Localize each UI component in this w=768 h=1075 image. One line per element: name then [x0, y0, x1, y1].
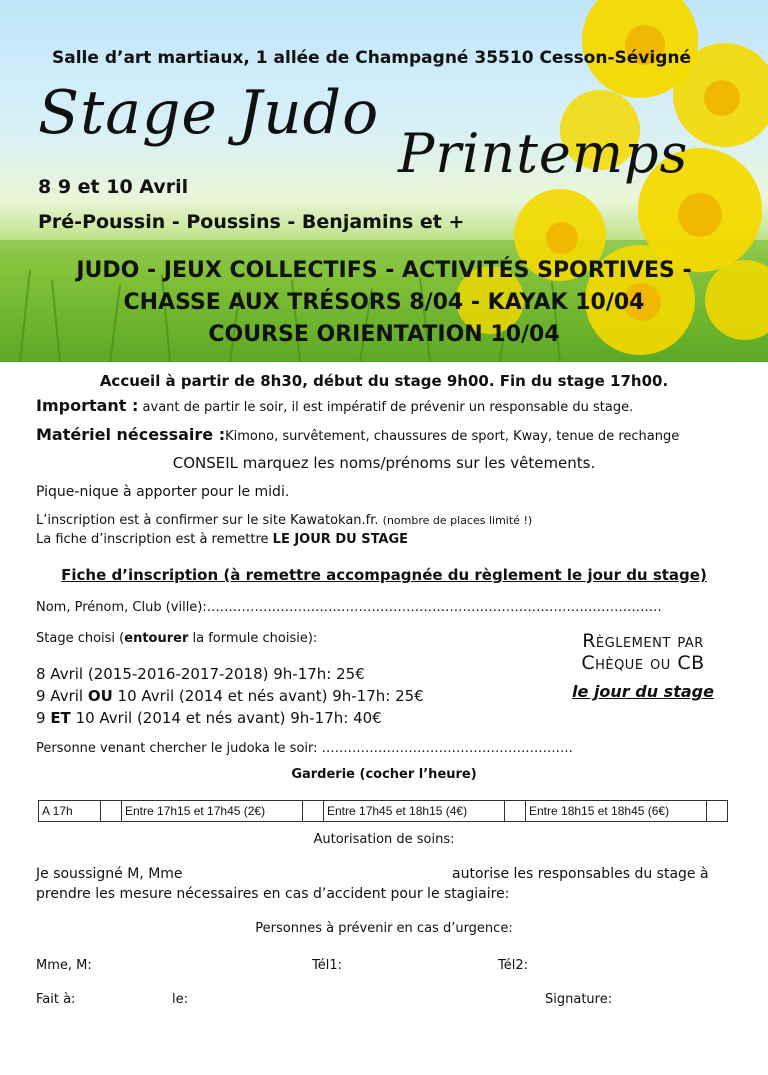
stage-suffix: la formule choisie): — [188, 631, 318, 646]
garderie-checkbox-4[interactable] — [707, 801, 728, 822]
name-field[interactable]: Nom, Prénom, Club (ville):…………………………………………………………………………………………… — [36, 600, 662, 615]
contact-name-field[interactable]: Mme, M: — [36, 958, 92, 973]
conseil-text: CONSEIL marquez les noms/prénoms sur les vêtements. — [172, 454, 596, 472]
option-1[interactable]: 8 Avril (2015-2016-2017-2018) 9h-17h: 25€ — [36, 665, 365, 683]
garderie-option-4: Entre 18h15 et 18h45 (6€) — [526, 801, 707, 822]
option-2[interactable] — [36, 687, 424, 705]
option-3-a: 9 — [36, 709, 51, 727]
fiche-text: La fiche d’inscription est à remettre — [36, 532, 273, 547]
form-heading: Fiche d’inscription (à remettre accompagnée du règlement le jour du stage) — [61, 566, 707, 584]
stage-dates: 8 9 et 10 Avril — [38, 176, 189, 198]
garderie-row — [39, 801, 728, 822]
activities-line-3: COURSE ORIENTATION 10/04 — [208, 322, 560, 347]
fait-a-field[interactable]: Fait à: — [36, 992, 76, 1007]
important-label: Important : — [36, 396, 139, 415]
option-3-b: 10 Avril (2014 et nés avant) 9h-17h: 40€ — [70, 709, 382, 727]
stage-prefix: Stage choisi ( — [36, 631, 125, 646]
title-printemps: Printemps — [398, 122, 689, 185]
garderie-checkbox-3[interactable] — [505, 801, 526, 822]
reglement-line-3: le jour du stage — [572, 682, 714, 701]
fiche-bold: LE JOUR DU STAGE — [272, 532, 409, 547]
stage-choice-label — [36, 631, 317, 646]
option-3-bold: ET — [50, 709, 71, 727]
soins-line-2: prendre les mesure nécessaires en cas d’accident pour le stagiaire: — [36, 886, 510, 902]
option-2-a: 9 Avril — [36, 687, 88, 705]
option-2-b: 10 Avril (2014 et nés avant) 9h-17h: 25€ — [112, 687, 424, 705]
contact-tel1-field[interactable]: Tél1: — [312, 958, 342, 973]
stage-bold: entourer — [124, 631, 189, 646]
soins-title: Autorisation de soins: — [313, 832, 455, 847]
garderie-option-1: A 17h — [39, 801, 101, 822]
fiche-line — [36, 531, 408, 547]
reglement-line-2: Chèque ou CB — [581, 652, 705, 674]
age-categories: Pré-Poussin - Poussins - Benjamins et + — [38, 211, 465, 233]
option-2-bold: OU — [87, 687, 113, 705]
reglement-block — [548, 630, 738, 701]
materiel-notice — [36, 425, 679, 444]
soins-line-1b: autorise les responsables du stage à — [452, 866, 709, 882]
materiel-text: Kimono, survêtement, chaussures de sport, Kway, tenue de rechange — [225, 429, 680, 444]
garderie-checkbox-1[interactable] — [101, 801, 122, 822]
important-notice — [36, 396, 633, 415]
schedule-text: Accueil à partir de 8h30, début du stage 9h00. Fin du stage 17h00. — [99, 372, 669, 390]
title-stage-judo: Stage Judo — [38, 78, 380, 148]
inscription-text: L’inscription est à confirmer sur le site Kawatokan.fr. — [36, 513, 383, 528]
garderie-option-2: Entre 17h15 et 17h45 (2€) — [122, 801, 303, 822]
reglement-line-1: Règlement par — [582, 630, 704, 652]
important-text: avant de partir le soir, il est impératif de prévenir un responsable du stage. — [138, 400, 634, 415]
picnic-text: Pique-nique à apporter pour le midi. — [36, 484, 290, 500]
activities-line-2: CHASSE AUX TRÉSORS 8/04 - KAYAK 10/04 — [123, 290, 645, 315]
inscription-note: (nombre de places limité !) — [382, 514, 533, 527]
urgence-title: Personnes à prévenir en cas d’urgence: — [255, 921, 513, 936]
garderie-checkbox-2[interactable] — [303, 801, 324, 822]
garderie-title: Garderie (cocher l’heure) — [291, 767, 477, 782]
header-banner — [0, 0, 768, 362]
soins-line-1a: Je soussigné M, Mme — [36, 866, 183, 882]
contact-tel2-field[interactable]: Tél2: — [498, 958, 528, 973]
activities-line-1: JUDO - JEUX COLLECTIFS - ACTIVITÉS SPORTIVES - — [76, 258, 692, 283]
option-3[interactable] — [36, 709, 382, 727]
garderie-option-3: Entre 17h45 et 18h15 (4€) — [324, 801, 505, 822]
garderie-table — [38, 800, 728, 822]
date-field[interactable]: le: — [172, 992, 188, 1007]
pickup-field[interactable]: Personne venant chercher le judoka le soir: …………………………………………………. — [36, 741, 573, 756]
venue-address: Salle d’art martiaux, 1 allée de Champagné 35510 Cesson-Sévigné — [52, 48, 692, 68]
materiel-label: Matériel nécessaire : — [36, 425, 226, 444]
signature-field[interactable]: Signature: — [545, 992, 613, 1007]
inscription-line — [36, 512, 532, 528]
